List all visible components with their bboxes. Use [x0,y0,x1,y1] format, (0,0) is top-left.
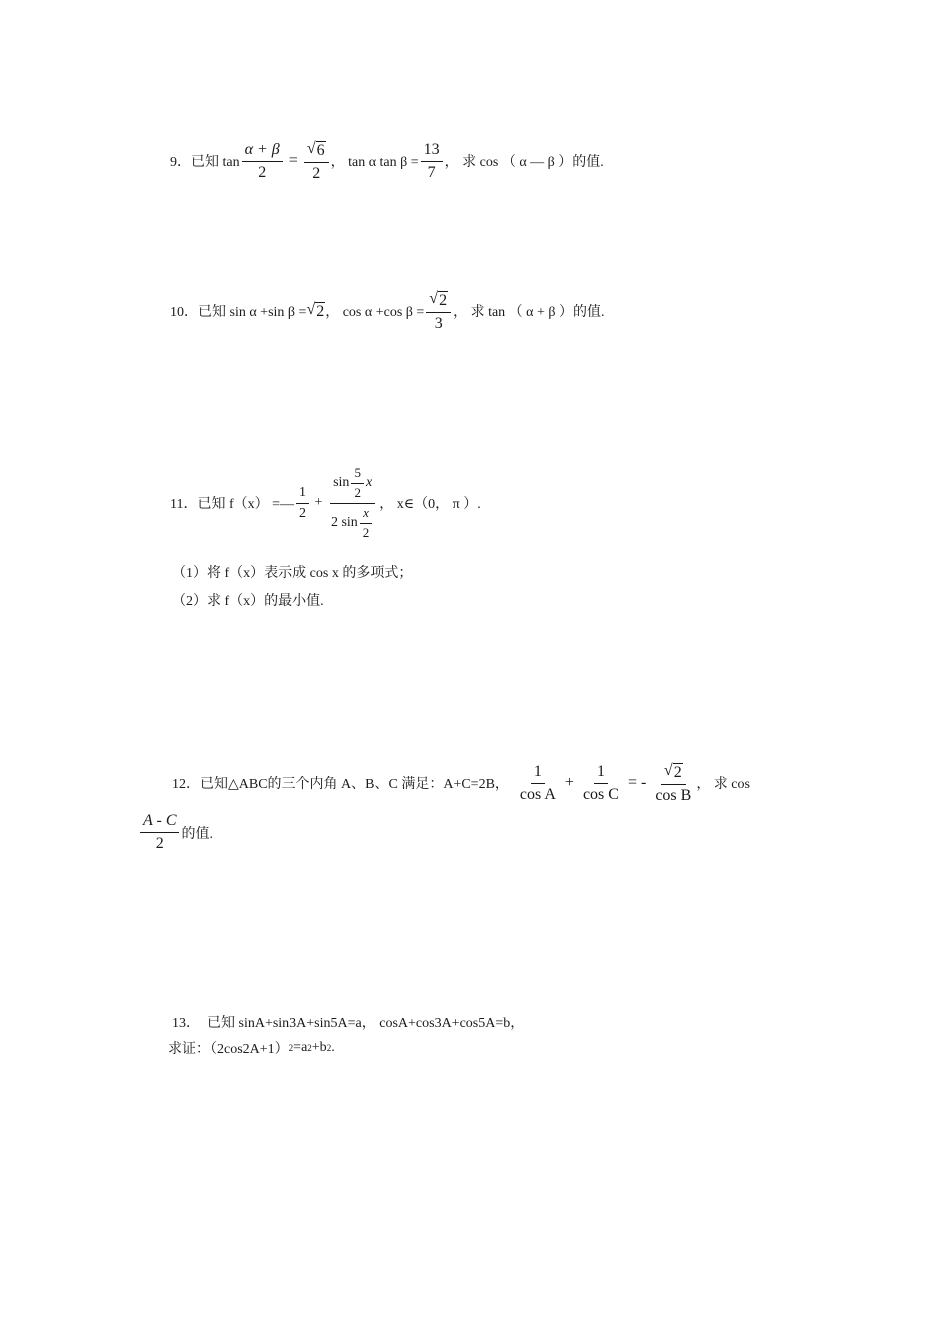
question-9: 9．已知 tan $\frac{\alpha + \beta}{2}$ = √ 6 2 ， tan α tan β = $\frac{13}{7}$ ， 求 cos （ α — β ）的值. [170,140,604,182]
q12-fraction-1-over-cosC: $\frac{1}{\text{cos C}}$ [582,762,619,803]
question-11: 11．已知 f（x） =— $\frac{1}{2}$ + sin $\frac{5}{2}$ x 2 sin $\frac{x}{2}$ ， x∈（0， π ）. [170,465,481,540]
q9-fraction-13-over-7: $\frac{13}{7}$ [421,141,443,183]
q11-big-fraction: sin $\frac{5}{2}$ x 2 sin $\frac{x}{2}$ [328,466,377,541]
q9-fraction-alpha-plus-beta-over-2: $\frac{\alpha + \beta}{2}$ [242,141,283,183]
q10-sqrt2: √ 2 [306,301,325,321]
q10-fraction-sqrt2-over-3: √ 2 3 [426,290,451,333]
q12-fraction-1-over-cosA: $\frac{1}{\text{cos A}}$ [519,762,556,803]
q12-continuation: $\frac{A - C}{2}$ 的值. [138,812,213,854]
question-10: 10．已知 sin α +sin β = √ 2 ， cos α +cos β = √ 2 3 ， 求 tan （ α + β ）的值. [170,290,605,332]
q11-part-2: （2）求 f（x）的最小值. [172,594,324,609]
q11-part-1: （1）将 f（x）表示成 cos x 的多项式； [172,566,413,581]
question-12: 12．已知△ABC的三个内角 A、B、C 满足：A+C=2B， $\frac{1}{\text{cos A}}$ + $\frac{1}{\text{cos C}}$ = - √ 2 cos B ， 求 cos [172,762,750,804]
q12-fraction-A-minus-C-over-2: $\frac{A - C}{2}$ [140,812,179,854]
q12-fraction-sqrt2-over-cosB: √ 2 cos B [655,762,692,804]
q9-lead: 9．已知 tan [170,155,240,171]
q9-fraction-sqrt6-over-2: √ 6 2 [304,140,329,183]
question-13-line-1: 13． 已知 sinA+sin3A+sin5A=a， cosA+cos3A+cos5A=b， [172,1016,525,1031]
question-13-line-2: 求证：（2cos2A+1） 2 =a 2 +b 2 . [168,1040,335,1057]
q11-fraction-1-over-2: $\frac{1}{2}$ [296,485,309,522]
